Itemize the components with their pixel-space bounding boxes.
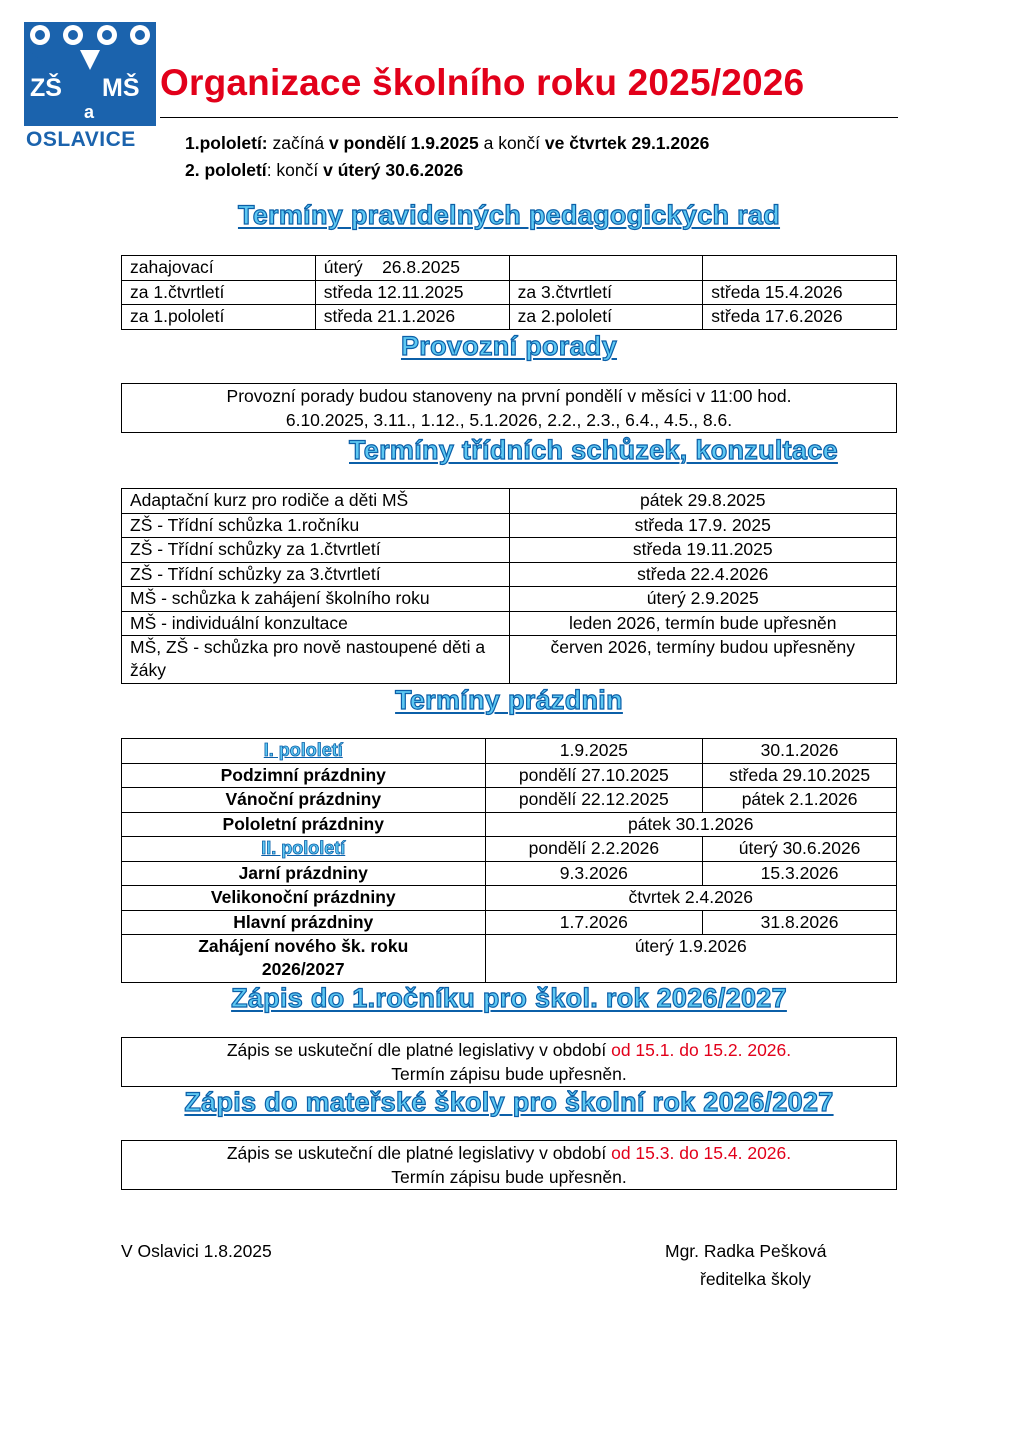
table-row: [122, 763, 897, 788]
table-row: [122, 587, 897, 612]
table-cell: za 1.pololetí: [122, 305, 316, 330]
table-cell: MŠ - schůzka k zahájení školního roku: [122, 587, 510, 612]
zapis-zs-line-2: Termín zápisu bude upřesněn.: [391, 1064, 627, 1084]
page-title: Organizace školního roku 2025/2026: [160, 62, 805, 103]
table-cell: MŠ, ZŠ - schůzka pro nově nastoupené děti a žáky: [122, 636, 510, 684]
ped-rady-heading: Termíny pravidelných pedagogických rad: [237, 200, 781, 230]
table-row: [122, 538, 897, 563]
table-cell: středa 22.4.2026: [509, 562, 897, 587]
zapis-ms-line-2: Termín zápisu bude upřesněn.: [391, 1167, 627, 1187]
table-row: [122, 812, 897, 837]
prazdniny-table: [121, 738, 897, 983]
ped-rady-table: [121, 255, 897, 330]
table-cell: pátek 29.8.2025: [509, 489, 897, 514]
provozni-line-2: 6.10.2025, 3.11., 1.12., 5.1.2026, 2.2., 2.3., 6.4., 4.5., 8.6.: [285, 410, 733, 430]
table-cell: středa 29.10.2025: [703, 763, 897, 788]
table-row: [122, 611, 897, 636]
second-semester-line: 2. pololetí: končí v úterý 30.6.2026: [185, 160, 464, 180]
table-cell: Zahájení nového šk. roku 2026/2027: [122, 935, 486, 983]
table-cell: čtvrtek 2.4.2026: [485, 886, 896, 911]
signatory-role: ředitelka školy: [700, 1269, 811, 1289]
table-row: [122, 935, 897, 983]
zapis-ms-box: [121, 1140, 897, 1190]
table-row: [122, 562, 897, 587]
table-cell: za 1.čtvrtletí: [122, 280, 316, 305]
table-row: [122, 739, 897, 764]
table-cell: Pololetní prázdniny: [122, 812, 486, 837]
zapis-zs-line-1: Zápis se uskuteční dle platné legislativy v období od 15.1. do 15.2. 2026.: [226, 1040, 792, 1060]
zapis-zs-box: [121, 1037, 897, 1087]
table-cell: MŠ - individuální konzultace: [122, 611, 510, 636]
table-cell: leden 2026, termín bude upřesněn: [509, 611, 897, 636]
table-row: [122, 280, 897, 305]
table-row: [122, 305, 897, 330]
table-cell: 9.3.2026: [485, 861, 703, 886]
table-cell: úterý 30.6.2026: [703, 837, 897, 862]
table-cell: 1.7.2026: [485, 910, 703, 935]
table-cell: ZŠ - Třídní schůzky za 3.čtvrtletí: [122, 562, 510, 587]
table-cell: pondělí 2.2.2026: [485, 837, 703, 862]
table-cell: úterý 26.8.2025: [315, 256, 509, 281]
prazdniny-heading: Termíny prázdnin: [395, 685, 623, 715]
table-cell: úterý 2.9.2025: [509, 587, 897, 612]
table-row: [122, 513, 897, 538]
table-cell: červen 2026, termíny budou upřesněny: [509, 636, 897, 684]
title-divider: [160, 117, 898, 118]
table-cell: II. pololetí: [122, 837, 486, 862]
table-row: [122, 886, 897, 911]
table-cell: ZŠ - Třídní schůzka 1.ročníku: [122, 513, 510, 538]
provozni-heading: Provozní porady: [400, 331, 618, 361]
table-cell: Adaptační kurz pro rodiče a děti MŠ: [122, 489, 510, 514]
table-cell: pátek 2.1.2026: [703, 788, 897, 813]
table-cell: Velikonoční prázdniny: [122, 886, 486, 911]
table-row: [122, 861, 897, 886]
table-cell: pondělí 27.10.2025: [485, 763, 703, 788]
table-cell: Jarní prázdniny: [122, 861, 486, 886]
table-cell: I. pololetí: [122, 739, 486, 764]
table-cell: ZŠ - Třídní schůzky za 1.čtvrtletí: [122, 538, 510, 563]
table-row: [122, 256, 897, 281]
signatory-name: Mgr. Radka Pešková: [665, 1241, 827, 1261]
table-cell: 15.3.2026: [703, 861, 897, 886]
table-cell: Podzimní prázdniny: [122, 763, 486, 788]
table-cell: za 3.čtvrtletí: [509, 280, 703, 305]
table-cell: 30.1.2026: [703, 739, 897, 764]
school-logo: [24, 22, 156, 152]
table-row: [122, 910, 897, 935]
table-cell: středa 21.1.2026: [315, 305, 509, 330]
table-cell: středa 17.9. 2025: [509, 513, 897, 538]
table-cell: středa 12.11.2025: [315, 280, 509, 305]
first-semester-line: 1.pololetí: začíná v pondělí 1.9.2025 a končí ve čtvrtek 29.1.2026: [185, 133, 710, 153]
table-cell: [509, 256, 703, 281]
zapis-ms-heading: Zápis do mateřské školy pro školní rok 2026/2027: [184, 1087, 834, 1117]
table-cell: zahajovací: [122, 256, 316, 281]
table-cell: Vánoční prázdniny: [122, 788, 486, 813]
table-cell: za 2.pololetí: [509, 305, 703, 330]
table-row: [122, 489, 897, 514]
table-cell: středa 17.6.2026: [703, 305, 897, 330]
table-row: [122, 837, 897, 862]
logo-text-ms: MŠ: [102, 74, 140, 102]
place-date: V Oslavici 1.8.2025: [121, 1241, 272, 1261]
schuzky-table: [121, 488, 897, 684]
table-cell: 31.8.2026: [703, 910, 897, 935]
provozni-line-1: Provozní porady budou stanoveny na první pondělí v měsíci v 11:00 hod.: [226, 386, 792, 406]
schuzky-heading: Termíny třídních schůzek, konzultace: [349, 435, 838, 465]
table-cell: 1.9.2025: [485, 739, 703, 764]
table-cell: středa 19.11.2025: [509, 538, 897, 563]
table-cell: [703, 256, 897, 281]
table-cell: pátek 30.1.2026: [485, 812, 896, 837]
logo-text-zs: ZŠ: [30, 74, 62, 102]
table-row: [122, 636, 897, 684]
table-cell: úterý 1.9.2026: [485, 935, 896, 983]
zapis-ms-line-1: Zápis se uskuteční dle platné legislativy v období od 15.3. do 15.4. 2026.: [226, 1143, 792, 1163]
logo-text-oslavice: OSLAVICE: [26, 128, 136, 151]
logo-text-a: a: [84, 102, 95, 122]
table-cell: pondělí 22.12.2025: [485, 788, 703, 813]
table-cell: středa 15.4.2026: [703, 280, 897, 305]
provozni-box: [121, 383, 897, 433]
table-cell: Hlavní prázdniny: [122, 910, 486, 935]
table-row: [122, 788, 897, 813]
zapis-zs-heading: Zápis do 1.ročníku pro škol. rok 2026/2027: [231, 983, 787, 1013]
